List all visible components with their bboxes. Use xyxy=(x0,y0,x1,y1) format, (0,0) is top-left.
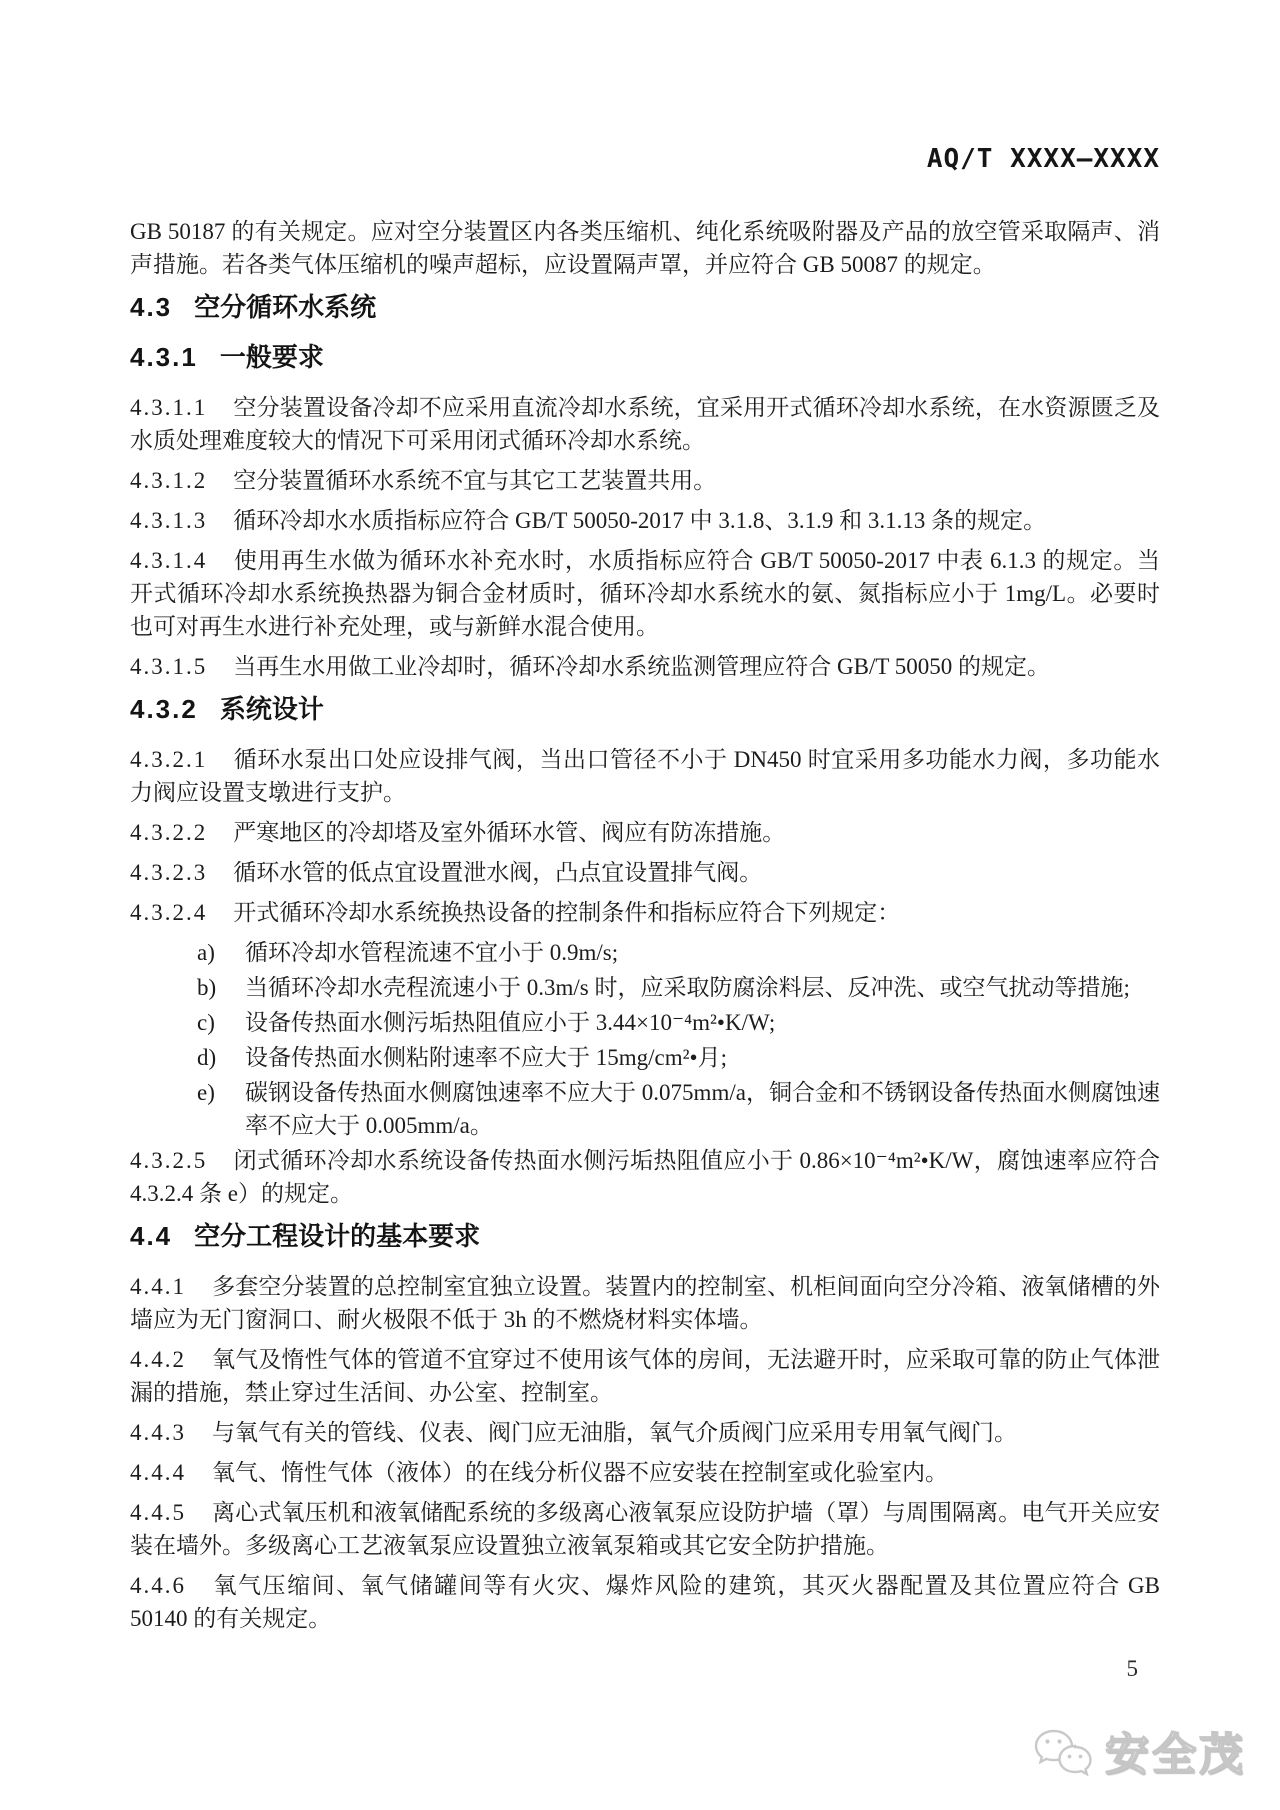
list-text: 设备传热面水侧污垢热阻值应小于 3.44×10⁻⁴m²•K/W; xyxy=(245,1010,776,1035)
clause-text: 循环水管的低点宜设置泄水阀，凸点宜设置排气阀。 xyxy=(233,860,763,885)
list-marker: d) xyxy=(197,1045,217,1070)
list-item-e xyxy=(130,1076,1160,1142)
clause-text: 离心式氧压机和液氧储配系统的多级离心液氧泵应设防护墙（罩）与周围隔离。电气开关应安装在墙外。多级离心工艺液氧泵应设置独立液氧泵箱或其它安全防护措施。 xyxy=(130,1500,1160,1558)
clause-number: 4.3.2.2 xyxy=(130,820,208,845)
heading-4-3-1 xyxy=(130,341,1160,374)
clause-text: 循环冷却水水质指标应符合 GB/T 50050-2017 中 3.1.8、3.1.9 和 3.1.13 条的规定。 xyxy=(233,508,1047,533)
clause-number: 4.4.3 xyxy=(130,1420,186,1445)
clause-number: 4.3.2.4 xyxy=(130,900,208,925)
clause-number: 4.3.2.5 xyxy=(130,1148,208,1173)
heading-title: 系统设计 xyxy=(219,694,324,724)
clause-number: 4.3.1.5 xyxy=(130,654,208,679)
clause-4-3-1-2 xyxy=(130,464,1160,497)
list-text: 碳钢设备传热面水侧腐蚀速率不应大于 0.075mm/a，铜合金和不锈钢设备传热面水侧腐蚀速率不应大于 0.005mm/a。 xyxy=(245,1080,1160,1138)
heading-4-4 xyxy=(130,1220,1160,1253)
clause-number: 4.3.1.2 xyxy=(130,468,208,493)
clause-4-3-2-2 xyxy=(130,816,1160,849)
clause-4-3-2-4 xyxy=(130,896,1160,929)
list-item-b xyxy=(130,971,1160,1004)
list-marker: e) xyxy=(197,1080,215,1105)
list-marker: b) xyxy=(197,975,217,1000)
clause-text: 当再生水用做工业冷却时，循环冷却水系统监测管理应符合 GB/T 50050 的规定。 xyxy=(233,654,1050,679)
clause-text: 氧气及惰性气体的管道不宜穿过不使用该气体的房间，无法避开时，应采取可靠的防止气体泄漏的措施，禁止穿过生活间、办公室、控制室。 xyxy=(130,1347,1160,1405)
clause-number: 4.4.1 xyxy=(130,1274,186,1299)
clause-4-3-1-4 xyxy=(130,544,1160,643)
clause-text: 空分装置设备冷却不应采用直流冷却水系统，宜采用开式循环冷却水系统，在水资源匮乏及水质处理难度较大的情况下可采用闭式循环冷却水系统。 xyxy=(130,395,1160,453)
clause-4-3-2-1 xyxy=(130,743,1160,809)
clause-number: 4.4.2 xyxy=(130,1347,186,1372)
heading-title: 空分工程设计的基本要求 xyxy=(194,1221,481,1251)
clause-4-4-5 xyxy=(130,1496,1160,1562)
clause-number: 4.3.1.4 xyxy=(130,548,208,573)
clause-text: 氧气、惰性气体（液体）的在线分析仪器不应安装在控制室或化验室内。 xyxy=(212,1460,948,1485)
clause-4-3-1-5 xyxy=(130,650,1160,683)
wechat-bubbles-icon xyxy=(1033,1726,1095,1784)
clause-text: 氧气压缩间、氧气储罐间等有火灾、爆炸风险的建筑，其灭火器配置及其位置应符合 GB 50140 的有关规定。 xyxy=(130,1573,1160,1631)
list-marker: c) xyxy=(197,1010,215,1035)
list-item-d xyxy=(130,1041,1160,1074)
page-number: 5 xyxy=(1126,1656,1138,1681)
clause-4-3-2-3 xyxy=(130,856,1160,889)
clause-text: 闭式循环冷却水系统设备传热面水侧污垢热阻值应小于 0.86×10⁻⁴m²•K/W，腐蚀速率应符合 4.3.2.4 条 e）的规定。 xyxy=(130,1148,1160,1206)
clause-text: 空分装置循环水系统不宜与其它工艺装置共用。 xyxy=(233,468,717,493)
footer-watermark xyxy=(1033,1726,1246,1784)
clause-4-3-1-1 xyxy=(130,391,1160,457)
heading-number: 4.3.1 xyxy=(130,342,198,372)
clause-4-4-2 xyxy=(130,1343,1160,1409)
clause-4-4-4 xyxy=(130,1456,1160,1489)
clause-number: 4.3.1.3 xyxy=(130,508,208,533)
list-item-a xyxy=(130,936,1160,969)
heading-4-3-2 xyxy=(130,693,1160,726)
clause-text: 多套空分装置的总控制室宜独立设置。装置内的控制室、机柜间面向空分冷箱、液氧储槽的外墙应为无门窗洞口、耐火极限不低于 3h 的不燃烧材料实体墙。 xyxy=(130,1274,1160,1332)
heading-4-3 xyxy=(130,291,1160,324)
watermark-text: 安全茂 xyxy=(1105,1730,1246,1779)
list-text: 循环冷却水管程流速不宜小于 0.9m/s; xyxy=(245,940,619,965)
clause-4-4-3 xyxy=(130,1416,1160,1449)
clause-4-4-6 xyxy=(130,1569,1160,1635)
clause-text: 使用再生水做为循环水补充水时，水质指标应符合 GB/T 50050-2017 中表 6.1.3 的规定。当开式循环冷却水系统换热器为铜合金材质时，循环冷却水系统水的氨、氮指标应小于 1mg/L。必要时也可对再生水进行补充处理，或与新鲜水混合使用。 xyxy=(130,548,1160,639)
clause-4-3-2-5 xyxy=(130,1144,1160,1210)
clause-4-4-1 xyxy=(130,1270,1160,1336)
clause-text: 循环水泵出口处应设排气阀，当出口管径不小于 DN450 时宜采用多功能水力阀，多功能水力阀应设置支墩进行支护。 xyxy=(130,747,1160,805)
heading-number: 4.4 xyxy=(130,1221,173,1251)
list-text: 设备传热面水侧粘附速率不应大于 15mg/cm²•月; xyxy=(245,1045,727,1070)
clause-number: 4.3.2.3 xyxy=(130,860,208,885)
list-item-c xyxy=(130,1006,1160,1039)
standard-code-header: AQ/T XXXX—XXXX xyxy=(926,144,1160,174)
clause-number: 4.3.1.1 xyxy=(130,395,208,420)
clause-text: 严寒地区的冷却塔及室外循环水管、阀应有防冻措施。 xyxy=(233,820,786,845)
page-content xyxy=(130,143,1160,1642)
clause-number: 4.4.5 xyxy=(130,1500,186,1525)
clause-text: 与氧气有关的管线、仪表、阀门应无油脂，氧气介质阀门应采用专用氧气阀门。 xyxy=(212,1420,1017,1445)
heading-title: 一般要求 xyxy=(219,342,324,372)
heading-number: 4.3 xyxy=(130,292,173,322)
clause-number: 4.4.6 xyxy=(130,1573,186,1598)
heading-title: 空分循环水系统 xyxy=(194,292,377,322)
list-marker: a) xyxy=(197,940,215,965)
clause-4-3-1-3 xyxy=(130,504,1160,537)
clause-number: 4.4.4 xyxy=(130,1460,186,1485)
paragraph-continuation: GB 50187 的有关规定。应对空分装置区内各类压缩机、纯化系统吸附器及产品的放空管采取隔声、消声措施。若各类气体压缩机的噪声超标，应设置隔声罩，并应符合 GB 50087 的规定。 xyxy=(130,219,1160,277)
clause-number: 4.3.2.1 xyxy=(130,747,208,772)
clause-text: 开式循环冷却水系统换热设备的控制条件和指标应符合下列规定： xyxy=(233,900,901,925)
list-text: 当循环冷却水壳程流速小于 0.3m/s 时，应采取防腐涂料层、反冲洗、或空气扰动等措施; xyxy=(245,975,1130,1000)
heading-number: 4.3.2 xyxy=(130,694,198,724)
